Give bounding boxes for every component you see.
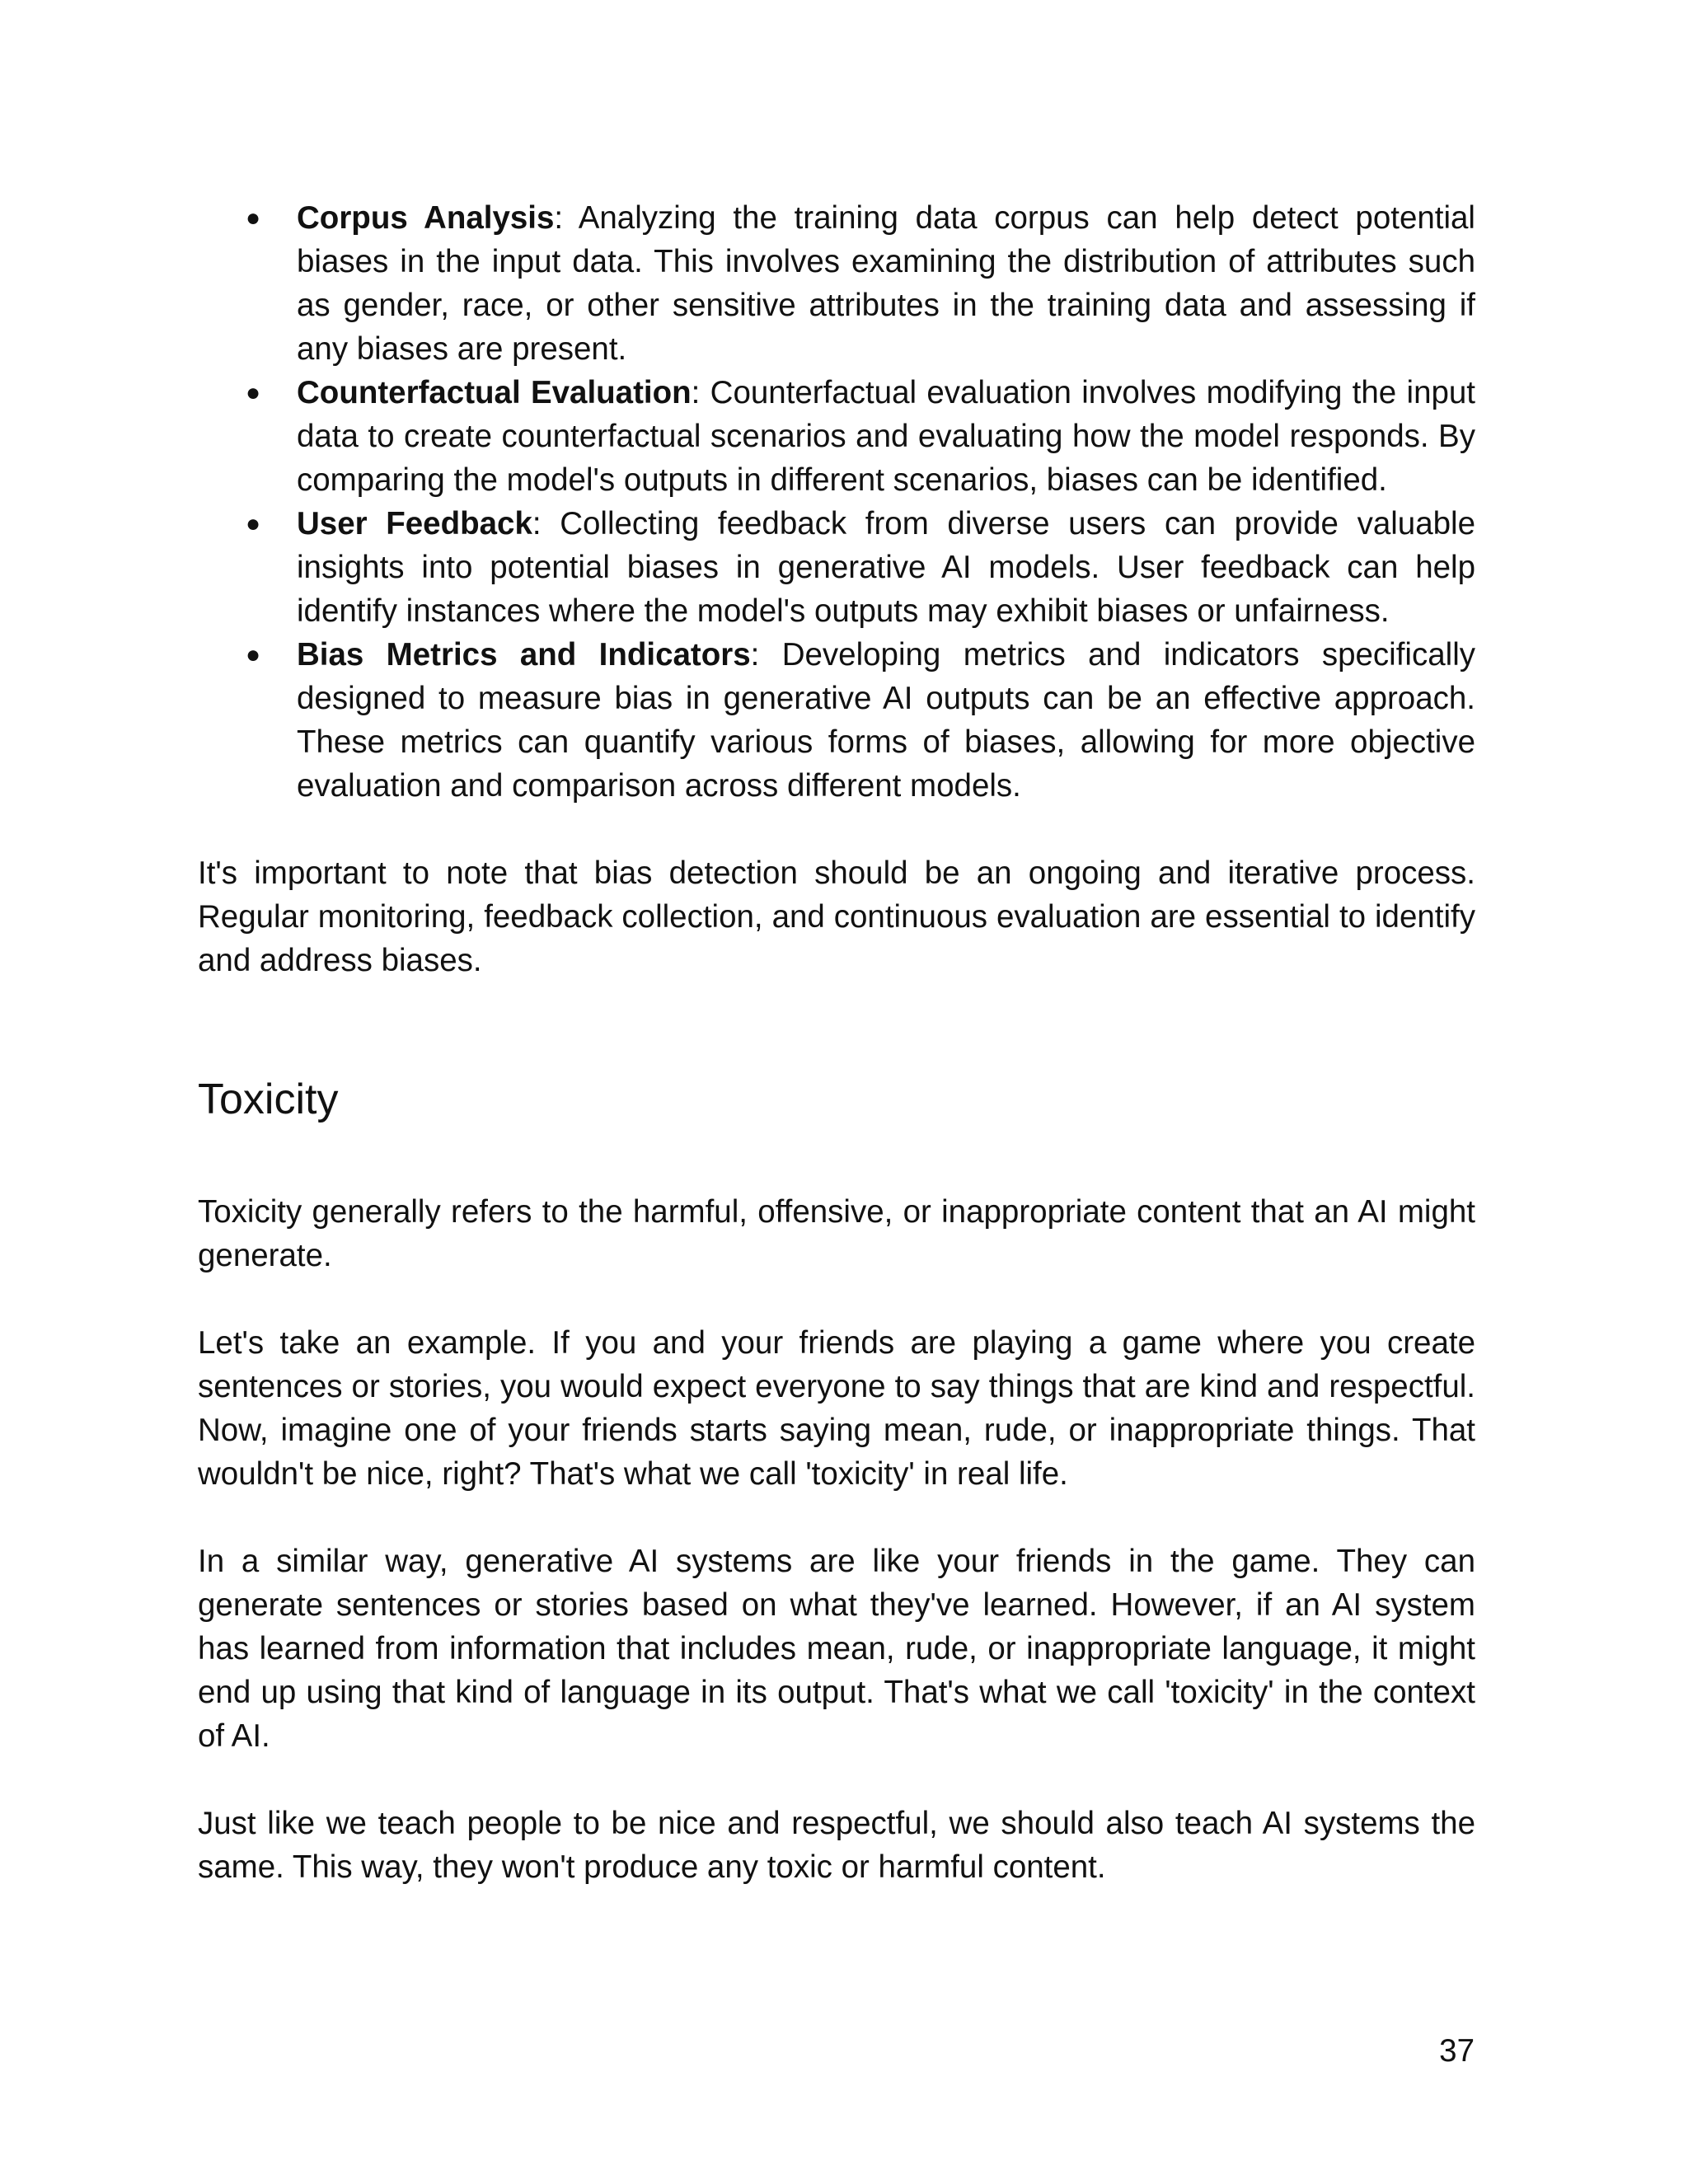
bullet-icon: ●: [246, 641, 261, 668]
list-item-text: : Counterfactual evaluation involves modifying the input data to create counterfactual scenarios and evaluating how the model responds. By comparing the model's outputs in different scenarios, biases can be identified.: [297, 375, 1475, 498]
note-paragraph: It's important to note that bias detection should be an ongoing and iterative process. Regular monitoring, feedback collection, and continuous evaluation are essential to identify and address biases.: [198, 855, 1475, 978]
body-paragraph: Let's take an example. If you and your friends are playing a game where you create sentences or stories, you would expect everyone to say things that are kind and respectful. Now, imagine one of your friends starts saying mean, rude, or inappropriate things. That wouldn't be nice, right? That's what we call 'toxicity' in real life.: [198, 1325, 1475, 1492]
list-item-term: Corpus Analysis: [297, 200, 555, 236]
list-item-text: : Analyzing the training data corpus can help detect potential biases in the input data. This involves examining the distribution of attributes such as gender, race, or other sensitive attributes in the training data and assessing if any biases are present.: [297, 200, 1475, 367]
list-item-term: User Feedback: [297, 506, 532, 541]
page-content: [198, 196, 1475, 1889]
page-number: 37: [1439, 2033, 1475, 2069]
list-item: [246, 633, 1475, 808]
list-item: [246, 371, 1475, 502]
bullet-icon: ●: [246, 204, 261, 232]
list-item-term: Bias Metrics and Indicators: [297, 637, 751, 673]
bullet-icon: ●: [246, 510, 261, 537]
body-paragraph: Toxicity generally refers to the harmful, offensive, or inappropriate content that an AI might generate.: [198, 1194, 1475, 1273]
list-item-term: Counterfactual Evaluation: [297, 375, 692, 410]
body-paragraph: Just like we teach people to be nice and respectful, we should also teach AI systems the same. This way, they won't produce any toxic or harmful content.: [198, 1806, 1475, 1885]
body-paragraph: In a similar way, generative AI systems are like your friends in the game. They can generate sentences or stories based on what they've learned. However, if an AI system has learned from information that includes mean, rude, or inappropriate language, it might end up using that kind of language in its output. That's what we call 'toxicity' in the context of AI.: [198, 1544, 1475, 1754]
section-heading: Toxicity: [198, 1076, 339, 1123]
bullet-icon: ●: [246, 379, 261, 406]
list-item: [246, 196, 1475, 371]
list-item-text: : Developing metrics and indicators specifically designed to measure bias in generative AI outputs can be an effective approach. These metrics can quantify various forms of biases, allowing for more objective evaluation and comparison across different models.: [297, 637, 1475, 804]
bias-detection-list: [198, 196, 1475, 808]
list-item: [246, 502, 1475, 633]
list-item-text: : Collecting feedback from diverse users can provide valuable insights into potential biases in generative AI models. User feedback can help identify instances where the model's outputs may exhibit biases or unfairness.: [297, 506, 1475, 629]
